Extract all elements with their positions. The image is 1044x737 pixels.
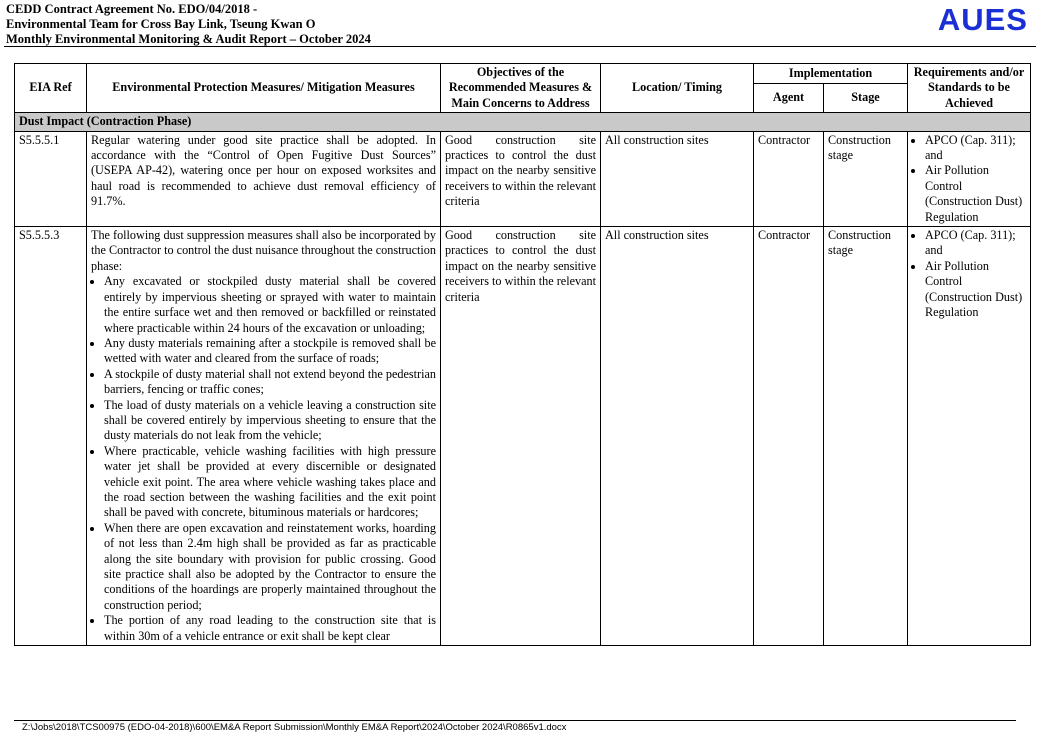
requirements-cell <box>908 227 1031 646</box>
report-header <box>6 2 371 47</box>
eia-ref: S5.5.5.3 <box>15 227 87 646</box>
stage-text: Construction stage <box>824 131 908 226</box>
stage-text: Construction stage <box>824 227 908 646</box>
location-text: All construction sites <box>601 227 754 646</box>
measure-bullet: • A stockpile of dusty material shall not extend beyond the pedestrian barriers, fencing or traffic cones; <box>104 367 436 398</box>
measure-cell <box>87 227 441 646</box>
col-objectives: Objectives of the Recommended Measures & Main Concerns to Address <box>441 64 601 113</box>
table-row <box>15 227 1031 646</box>
aues-logo: AUES <box>937 2 1028 37</box>
requirement-item: • APCO (Cap. 311); and <box>925 228 1026 259</box>
col-implementation: Implementation <box>754 64 908 84</box>
col-location: Location/ Timing <box>601 64 754 113</box>
agent-text: Contractor <box>754 227 824 646</box>
footer-divider <box>14 720 1016 721</box>
measure-bullet: • The portion of any road leading to the construction site that is within 30m of a vehicle entrance or exit shall be kept clear <box>104 613 436 644</box>
col-agent: Agent <box>754 83 824 113</box>
header-contract-line: CEDD Contract Agreement No. EDO/04/2018 - <box>6 2 258 16</box>
col-measures: Environmental Protection Measures/ Mitigation Measures <box>87 64 441 113</box>
file-path-footer: Z:\Jobs\2018\TCS00975 (EDO-04-2018)\600\EM&A Report Submission\Monthly EM&A Report\2024\October 2024\R0865v1.docx <box>22 722 567 733</box>
objective-text: Good construction site practices to control the dust impact on the nearby sensitive receivers to within the relevant criteria <box>441 227 601 646</box>
requirement-item: • APCO (Cap. 311); and <box>925 133 1026 164</box>
measure-text: Regular watering under good site practice shall be adopted. In accordance with the “Control of Open Fugitive Dust Sources” (USEPA AP-42), watering once per hour on exposed worksites and haul road is recommended to achieve dust removal efficiency of 91.7%. <box>87 131 441 226</box>
col-stage: Stage <box>824 83 908 113</box>
location-text: All construction sites <box>601 131 754 226</box>
header-team-line: Environmental Team for Cross Bay Link, Tseung Kwan O <box>6 17 316 31</box>
col-requirements: Requirements and/or Standards to be Achieved <box>908 64 1031 113</box>
measure-text: The following dust suppression measures shall also be incorporated by the Contractor to control the dust nuisance throughout the construction phase: <box>91 228 436 273</box>
eia-ref: S5.5.5.1 <box>15 131 87 226</box>
measure-bullet: • Any excavated or stockpiled dusty material shall be covered entirely by impervious sheeting or sprayed with water to maintain the entire surface wet and then removed or backfilled or reinstated where practicable within 24 hours of the excavation or unloading; <box>104 274 436 336</box>
requirements-cell <box>908 131 1031 226</box>
header-divider <box>4 46 1036 47</box>
requirement-item: • Air Pollution Control (Construction Dust) Regulation <box>925 163 1026 225</box>
header-report-line: Monthly Environmental Monitoring & Audit Report – October 2024 <box>6 32 371 46</box>
requirement-item: • Air Pollution Control (Construction Dust) Regulation <box>925 259 1026 321</box>
mitigation-measures-table <box>14 63 1031 646</box>
col-eia-ref: EIA Ref <box>15 64 87 113</box>
section-heading: Dust Impact (Contraction Phase) <box>15 113 1031 131</box>
measure-bullet: • When there are open excavation and reinstatement works, hoarding of not less than 2.4m high shall be provided as far as practicable along the site boundary with provision for public crossing. Good site practice shall also be adopted by the Contractor to ensure the conditions of the hoardings are properly maintained throughout the construction period; <box>104 521 436 613</box>
measure-bullet: • The load of dusty materials on a vehicle leaving a construction site shall be covered entirely by impervious sheeting to ensure that the dusty materials do not leak from the vehicle; <box>104 398 436 444</box>
objective-text: Good construction site practices to control the dust impact on the nearby sensitive receivers to within the relevant criteria <box>441 131 601 226</box>
agent-text: Contractor <box>754 131 824 226</box>
measure-bullet: • Any dusty materials remaining after a stockpile is removed shall be wetted with water and cleared from the surface of roads; <box>104 336 436 367</box>
table-row <box>15 131 1031 226</box>
measure-bullet: • Where practicable, vehicle washing facilities with high pressure water jet shall be provided at every discernible or designated vehicle exit point. The area where vehicle washing takes place and the road section between the washing facilities and the exit point shall be paved with concrete, bituminous materials or hardcores; <box>104 444 436 521</box>
